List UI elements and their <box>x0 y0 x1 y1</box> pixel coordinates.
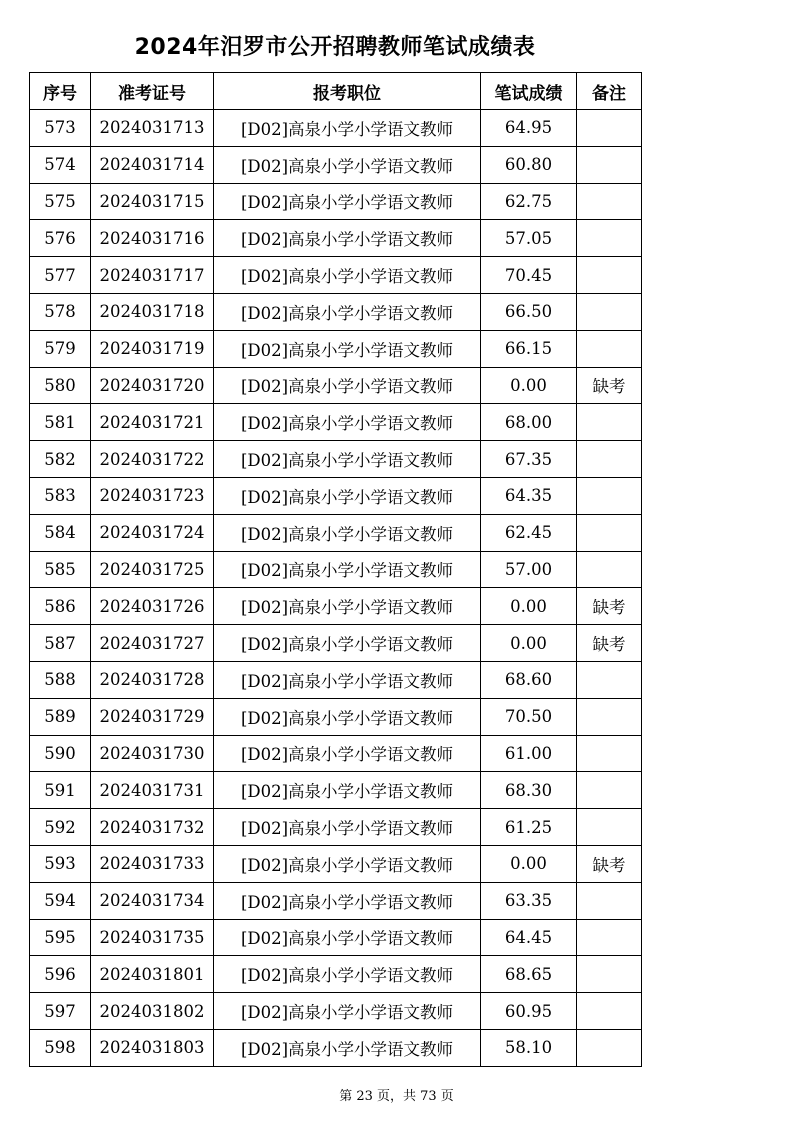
table-row <box>30 919 642 956</box>
row-score: 57.05 <box>481 220 577 257</box>
row-seq: 574 <box>30 146 91 183</box>
row-exam-id: 2024031801 <box>91 956 214 993</box>
row-note <box>577 882 642 919</box>
row-exam-id: 2024031724 <box>91 514 214 551</box>
row-exam-id: 2024031716 <box>91 220 214 257</box>
row-position: [D02]高泉小学小学语文教师 <box>214 183 481 220</box>
table-row <box>30 293 642 330</box>
row-seq: 587 <box>30 625 91 662</box>
table-row <box>30 404 642 441</box>
row-score: 67.35 <box>481 441 577 478</box>
row-position: [D02]高泉小学小学语文教师 <box>214 661 481 698</box>
row-position: [D02]高泉小学小学语文教师 <box>214 441 481 478</box>
row-seq: 595 <box>30 919 91 956</box>
row-note <box>577 735 642 772</box>
row-score: 66.15 <box>481 330 577 367</box>
row-score: 58.10 <box>481 1029 577 1066</box>
row-note <box>577 293 642 330</box>
row-score: 63.35 <box>481 882 577 919</box>
row-position: [D02]高泉小学小学语文教师 <box>214 698 481 735</box>
row-position: [D02]高泉小学小学语文教师 <box>214 735 481 772</box>
table-body <box>30 110 642 1067</box>
row-score: 0.00 <box>481 367 577 404</box>
row-score: 60.95 <box>481 993 577 1030</box>
table-row <box>30 220 642 257</box>
row-exam-id: 2024031735 <box>91 919 214 956</box>
row-note <box>577 809 642 846</box>
row-seq: 580 <box>30 367 91 404</box>
row-seq: 573 <box>30 110 91 147</box>
row-position: [D02]高泉小学小学语文教师 <box>214 330 481 367</box>
table-row <box>30 845 642 882</box>
row-position: [D02]高泉小学小学语文教师 <box>214 293 481 330</box>
row-seq: 578 <box>30 293 91 330</box>
row-position: [D02]高泉小学小学语文教师 <box>214 956 481 993</box>
table-row <box>30 1029 642 1066</box>
row-note <box>577 257 642 294</box>
row-exam-id: 2024031731 <box>91 772 214 809</box>
row-exam-id: 2024031729 <box>91 698 214 735</box>
table-row <box>30 698 642 735</box>
row-position: [D02]高泉小学小学语文教师 <box>214 477 481 514</box>
row-seq: 582 <box>30 441 91 478</box>
row-position: [D02]高泉小学小学语文教师 <box>214 588 481 625</box>
row-score: 68.30 <box>481 772 577 809</box>
row-position: [D02]高泉小学小学语文教师 <box>214 993 481 1030</box>
row-exam-id: 2024031733 <box>91 845 214 882</box>
row-seq: 586 <box>30 588 91 625</box>
row-position: [D02]高泉小学小学语文教师 <box>214 772 481 809</box>
row-note <box>577 956 642 993</box>
row-exam-id: 2024031734 <box>91 882 214 919</box>
row-position: [D02]高泉小学小学语文教师 <box>214 625 481 662</box>
row-exam-id: 2024031803 <box>91 1029 214 1066</box>
row-note <box>577 110 642 147</box>
row-seq: 594 <box>30 882 91 919</box>
row-note <box>577 772 642 809</box>
row-seq: 590 <box>30 735 91 772</box>
row-note <box>577 220 642 257</box>
row-note <box>577 551 642 588</box>
table-row <box>30 588 642 625</box>
row-exam-id: 2024031722 <box>91 441 214 478</box>
row-exam-id: 2024031728 <box>91 661 214 698</box>
row-exam-id: 2024031719 <box>91 330 214 367</box>
row-note <box>577 661 642 698</box>
row-note <box>577 698 642 735</box>
row-score: 70.45 <box>481 257 577 294</box>
row-seq: 597 <box>30 993 91 1030</box>
row-score: 61.25 <box>481 809 577 846</box>
table-row <box>30 330 642 367</box>
row-score: 70.50 <box>481 698 577 735</box>
row-position: [D02]高泉小学小学语文教师 <box>214 882 481 919</box>
table-row <box>30 772 642 809</box>
table-row <box>30 477 642 514</box>
row-note <box>577 330 642 367</box>
table-row <box>30 809 642 846</box>
row-score: 68.65 <box>481 956 577 993</box>
table-row <box>30 882 642 919</box>
row-seq: 576 <box>30 220 91 257</box>
row-score: 62.45 <box>481 514 577 551</box>
score-table <box>29 72 642 1067</box>
table-row <box>30 257 642 294</box>
row-exam-id: 2024031718 <box>91 293 214 330</box>
row-position: [D02]高泉小学小学语文教师 <box>214 919 481 956</box>
row-exam-id: 2024031720 <box>91 367 214 404</box>
row-note: 缺考 <box>577 625 642 662</box>
row-seq: 583 <box>30 477 91 514</box>
table-row <box>30 110 642 147</box>
row-exam-id: 2024031730 <box>91 735 214 772</box>
row-score: 0.00 <box>481 588 577 625</box>
row-note: 缺考 <box>577 367 642 404</box>
row-seq: 584 <box>30 514 91 551</box>
row-score: 0.00 <box>481 625 577 662</box>
row-position: [D02]高泉小学小学语文教师 <box>214 146 481 183</box>
row-score: 66.50 <box>481 293 577 330</box>
row-position: [D02]高泉小学小学语文教师 <box>214 551 481 588</box>
header-row <box>30 73 642 110</box>
row-exam-id: 2024031732 <box>91 809 214 846</box>
table-row <box>30 183 642 220</box>
row-seq: 592 <box>30 809 91 846</box>
row-score: 64.35 <box>481 477 577 514</box>
row-note <box>577 441 642 478</box>
row-score: 61.00 <box>481 735 577 772</box>
row-score: 0.00 <box>481 845 577 882</box>
row-exam-id: 2024031726 <box>91 588 214 625</box>
row-note <box>577 477 642 514</box>
row-position: [D02]高泉小学小学语文教师 <box>214 367 481 404</box>
row-seq: 585 <box>30 551 91 588</box>
table-row <box>30 956 642 993</box>
row-exam-id: 2024031717 <box>91 257 214 294</box>
row-exam-id: 2024031714 <box>91 146 214 183</box>
row-score: 64.45 <box>481 919 577 956</box>
row-seq: 589 <box>30 698 91 735</box>
row-seq: 593 <box>30 845 91 882</box>
table-row <box>30 735 642 772</box>
page-footer: 第 23 页，共 73 页 <box>339 1089 454 1104</box>
row-note: 缺考 <box>577 845 642 882</box>
row-exam-id: 2024031725 <box>91 551 214 588</box>
row-position: [D02]高泉小学小学语文教师 <box>214 1029 481 1066</box>
table-row <box>30 625 642 662</box>
row-seq: 575 <box>30 183 91 220</box>
table-row <box>30 367 642 404</box>
header-exam-id: 准考证号 <box>91 73 214 110</box>
table-row <box>30 146 642 183</box>
row-seq: 581 <box>30 404 91 441</box>
row-note <box>577 146 642 183</box>
header-score: 笔试成绩 <box>481 73 577 110</box>
header-seq: 序号 <box>30 73 91 110</box>
row-score: 64.95 <box>481 110 577 147</box>
row-position: [D02]高泉小学小学语文教师 <box>214 845 481 882</box>
row-exam-id: 2024031713 <box>91 110 214 147</box>
row-seq: 588 <box>30 661 91 698</box>
row-position: [D02]高泉小学小学语文教师 <box>214 110 481 147</box>
header-note: 备注 <box>577 73 642 110</box>
row-position: [D02]高泉小学小学语文教师 <box>214 257 481 294</box>
row-seq: 598 <box>30 1029 91 1066</box>
row-note <box>577 183 642 220</box>
row-seq: 579 <box>30 330 91 367</box>
row-exam-id: 2024031721 <box>91 404 214 441</box>
table-row <box>30 551 642 588</box>
table-row <box>30 441 642 478</box>
row-exam-id: 2024031715 <box>91 183 214 220</box>
row-note <box>577 514 642 551</box>
table-row <box>30 514 642 551</box>
row-position: [D02]高泉小学小学语文教师 <box>214 220 481 257</box>
row-seq: 591 <box>30 772 91 809</box>
row-score: 68.00 <box>481 404 577 441</box>
row-note <box>577 404 642 441</box>
row-score: 57.00 <box>481 551 577 588</box>
row-position: [D02]高泉小学小学语文教师 <box>214 404 481 441</box>
table-row <box>30 661 642 698</box>
header-position: 报考职位 <box>214 73 481 110</box>
row-exam-id: 2024031727 <box>91 625 214 662</box>
row-note <box>577 919 642 956</box>
row-note <box>577 1029 642 1066</box>
row-score: 68.60 <box>481 661 577 698</box>
page-title: 2024年汨罗市公开招聘教师笔试成绩表 <box>134 35 536 60</box>
row-score: 60.80 <box>481 146 577 183</box>
row-position: [D02]高泉小学小学语文教师 <box>214 514 481 551</box>
row-note: 缺考 <box>577 588 642 625</box>
row-note <box>577 993 642 1030</box>
table-row <box>30 993 642 1030</box>
row-score: 62.75 <box>481 183 577 220</box>
row-seq: 577 <box>30 257 91 294</box>
row-exam-id: 2024031802 <box>91 993 214 1030</box>
row-position: [D02]高泉小学小学语文教师 <box>214 809 481 846</box>
row-seq: 596 <box>30 956 91 993</box>
row-exam-id: 2024031723 <box>91 477 214 514</box>
